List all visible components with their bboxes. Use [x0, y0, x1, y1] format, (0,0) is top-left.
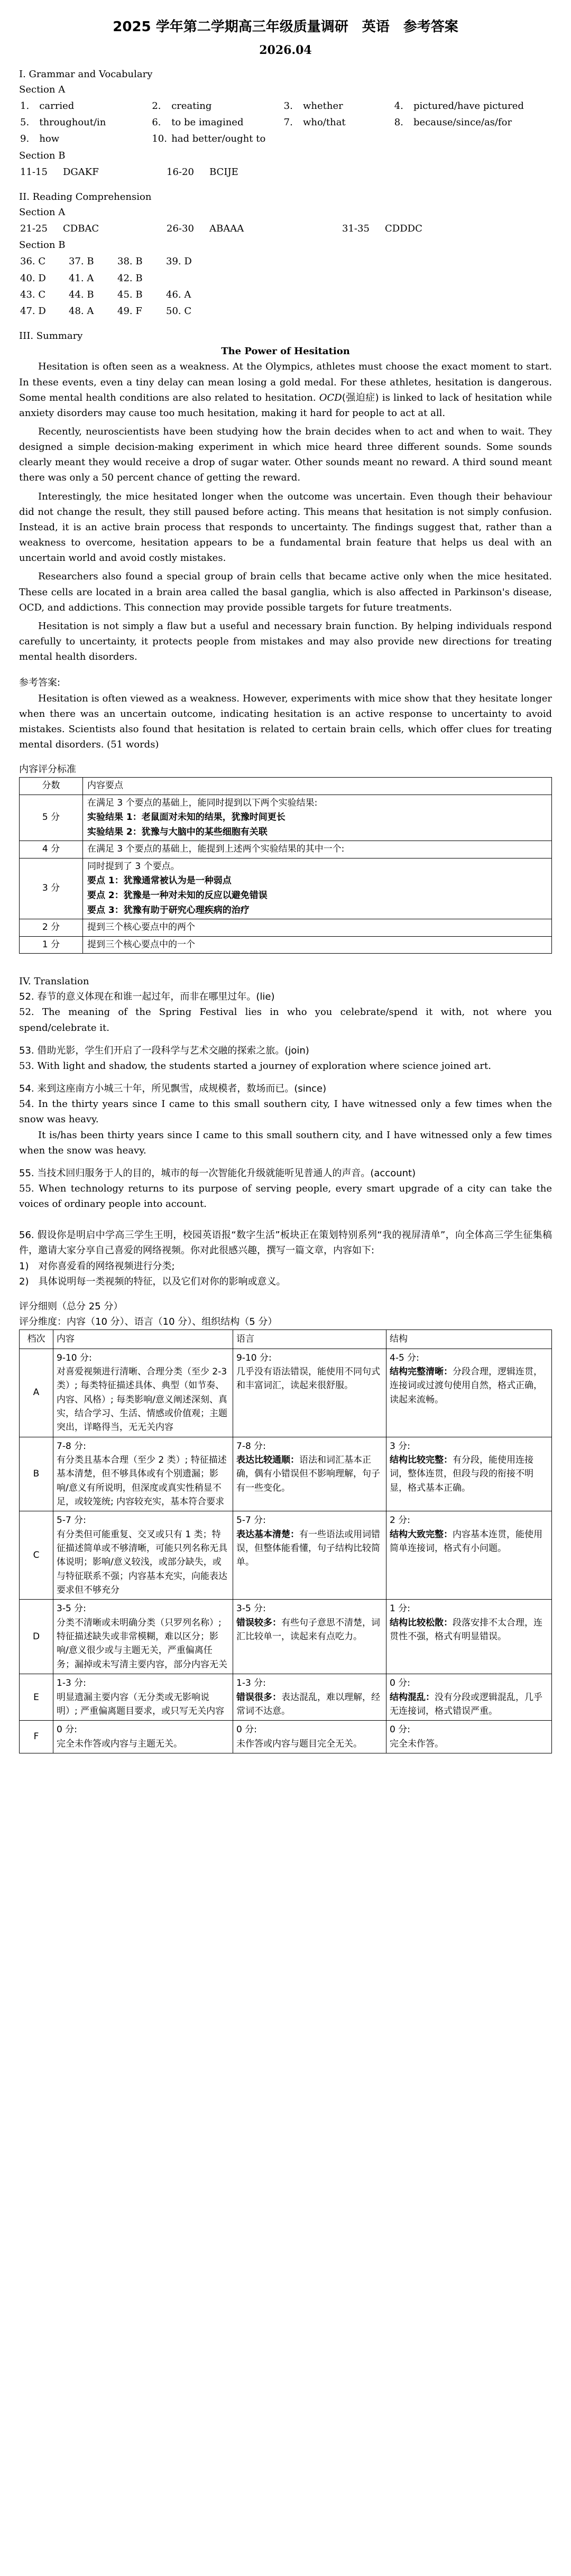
detail-content	[53, 1511, 233, 1600]
subsection-heading: Section A	[19, 84, 66, 95]
detail-text: 3-5 分:	[236, 1603, 266, 1614]
answer-item: 44. B	[69, 289, 94, 300]
detail-text: 0 分:	[390, 1724, 410, 1735]
detail-text: 有分类且基本合理（至少 2 类）; 特征描述基本清楚，但不够具体或有个别遗漏；影响/意义有所说明，但深度或真实性稍显不足，或较笼统; 内容较充实，基本符合要求	[57, 1455, 227, 1508]
answer-item: 46. A	[166, 289, 191, 300]
question-number: 8.	[394, 117, 403, 128]
detail-text: 结构比较松散：	[390, 1617, 453, 1628]
detail-text: 有些句子意思不清楚，词汇比较单一，读起来有点吃力。	[236, 1617, 380, 1642]
detail-content	[53, 1674, 233, 1721]
detail-level: C	[20, 1511, 53, 1600]
section-writing	[19, 1227, 552, 1753]
detail-text: 未作答或内容与题目完全无关。	[236, 1738, 362, 1749]
detail-row	[20, 1349, 552, 1437]
rubric-line: 提到三个核心要点中的一个	[87, 939, 195, 950]
detail-struct	[386, 1511, 552, 1600]
detail-row	[20, 1674, 552, 1721]
grammar-answer-row	[20, 131, 547, 146]
reading-answer-row	[20, 303, 214, 319]
rubric-row	[20, 841, 552, 858]
question-number	[394, 131, 412, 146]
detail-struct	[386, 1600, 552, 1674]
detail-level: F	[20, 1721, 53, 1753]
answer-value	[303, 131, 393, 146]
answer-value: creating	[171, 100, 212, 112]
translation-answer: 53. With light and shadow, the students started a journey of exploration where science joined art.	[19, 1060, 491, 1072]
detail-text: 5-7 分:	[236, 1515, 266, 1526]
detail-text: 1-3 分:	[57, 1678, 86, 1689]
rubric-header-row	[20, 778, 552, 795]
subsection-heading: Section A	[19, 206, 66, 218]
section-heading: I. Grammar and Vocabulary	[19, 68, 153, 80]
detail-text: 错误很多：	[236, 1692, 281, 1703]
answer-value: because/since/as/for	[413, 117, 512, 128]
reading-answer-row	[20, 271, 214, 286]
passage-paragraph: Recently, neuroscientists have been studying how the brain decides when to act and when to wait. They designed a simple decision-making experiment in which mice heard three different sounds. Some sounds clearly meant they would receive a drop of sugar water. Other sounds meant no reward. A third sound meant there was only a 50 percent chance of getting the reward.	[19, 426, 552, 484]
vocabulary-answers-table	[19, 163, 242, 181]
detail-text: 7-8 分:	[236, 1441, 266, 1452]
writing-rubric-table	[19, 1329, 552, 1753]
detail-content	[53, 1349, 233, 1437]
answer-range: 26-30	[167, 223, 194, 235]
detail-text: 1 分:	[390, 1603, 410, 1614]
detail-text: 段落安排不太合理，连贯性不强，格式有明显错误。	[390, 1617, 542, 1642]
grammar-answer-row	[20, 115, 547, 130]
detail-text: 分段合理，逻辑连贯，连接词或过渡句使用自然，格式正确，读起来流畅。	[390, 1366, 542, 1405]
translation-item	[19, 1166, 552, 1212]
rubric-score: 2 分	[20, 919, 83, 937]
passage-title: The Power of Hesitation	[221, 346, 350, 357]
detail-text: 7-8 分:	[57, 1441, 86, 1452]
answer-item: 50. C	[166, 305, 192, 317]
translation-question: 55. 当技术回归服务于人的目的，城市的每一次智能化升级就能听见普通人的声音。(account)	[19, 1167, 416, 1179]
ocd-chinese: (强迫症)	[342, 392, 379, 403]
detail-lang	[233, 1511, 386, 1600]
detail-text: 表达比较通顺：	[236, 1455, 299, 1466]
answer-value: DGAKF	[63, 166, 99, 178]
answer-value: CDBAC	[63, 223, 99, 235]
answer-item: 37. B	[69, 256, 94, 267]
answer-range: 16-20	[167, 166, 194, 178]
subsection-heading: Section B	[19, 150, 66, 161]
rubric-score: 4 分	[20, 841, 83, 858]
rubric-header-content: 内容要点	[83, 778, 552, 795]
detail-header-row	[20, 1330, 552, 1349]
detail-text: 结构混乱：	[390, 1692, 435, 1703]
section-heading: IV. Translation	[19, 976, 89, 987]
detail-text: 表达基本清楚：	[236, 1529, 299, 1540]
detail-text: 分类不清晰或未明确分类（只罗列名称）; 特征描述缺失或非常模糊，难以区分；影响/意义很少或与主题无关，严重偏离任务；漏掉或未写清主要内容，部分内容无关	[57, 1617, 227, 1670]
rubric-line: 在满足 3 个要点的基础上，能提到上述两个实验结果的其中一个:	[87, 844, 345, 855]
answer-item: 47. D	[20, 305, 46, 317]
detail-content	[53, 1721, 233, 1753]
detail-row	[20, 1437, 552, 1511]
detail-text: 表达混乱，难以理解，经常词不达意。	[236, 1692, 380, 1716]
detail-level: E	[20, 1674, 53, 1721]
detail-level: D	[20, 1600, 53, 1674]
detail-struct	[386, 1721, 552, 1753]
question-number: 4.	[394, 100, 403, 112]
detail-struct	[386, 1349, 552, 1437]
section-reading	[19, 189, 552, 320]
answer-value: pictured/have pictured	[413, 100, 524, 112]
detail-content	[53, 1437, 233, 1511]
detail-lang	[233, 1721, 386, 1753]
answer-range: 11-15	[20, 166, 48, 178]
detail-text: 完全未作答。	[390, 1738, 444, 1749]
detail-text: 5-7 分:	[57, 1515, 86, 1526]
detail-lang	[233, 1437, 386, 1511]
reading-b-table	[19, 253, 215, 320]
rubric-content	[83, 841, 552, 858]
rubric-content	[83, 936, 552, 954]
question-number: 3.	[283, 100, 293, 112]
detail-text: 0 分:	[390, 1678, 410, 1689]
detail-text: 3-5 分:	[57, 1603, 86, 1614]
detail-text: 有分类但可能重复、交叉或只有 1 类；特征描述简单或不够清晰，可能只列名称无具体说明；影响/意义较浅，或部分缺失，或与特征联系不强；内容基本充实，向能表达要求但不够充分	[57, 1529, 227, 1596]
translation-answer: 52. The meaning of the Spring Festival lies in who you celebrate/spend it with, not where you spend/celebrate it.	[19, 1007, 552, 1033]
reading-answer-row	[20, 254, 214, 269]
detail-content	[53, 1600, 233, 1674]
answer-item: 39. D	[166, 256, 192, 267]
detail-lang	[233, 1600, 386, 1674]
rubric-score: 1 分	[20, 936, 83, 954]
subsection-heading: Section B	[19, 239, 66, 251]
answer-item: 36. C	[20, 256, 46, 267]
translation-question: 52. 春节的意义体现在和谁一起过年，而非在哪里过年。(lie)	[19, 991, 275, 1003]
answer-value: CDDDC	[385, 223, 422, 235]
rubric-line: 在满足 3 个要点的基础上，能同时提到以下两个实验结果:	[87, 797, 318, 808]
question-number	[284, 131, 302, 146]
answer-item	[166, 271, 214, 286]
detail-text: 语法和词汇基本正确，偶有小错误但不影响理解，句子有一些变化。	[236, 1455, 380, 1493]
detail-header-level: 档次	[20, 1330, 53, 1349]
detail-struct	[386, 1674, 552, 1721]
answer-item: 45. B	[117, 289, 143, 300]
detail-level: A	[20, 1349, 53, 1437]
answer-value: carried	[39, 100, 75, 112]
detail-header-structure: 结构	[386, 1330, 552, 1349]
grammar-answers-table	[19, 97, 548, 147]
detail-lang	[233, 1674, 386, 1721]
answer-item: 40. D	[20, 272, 46, 284]
page-title: 2025 学年第二学期高三年级质量调研 英语 参考答案	[113, 19, 458, 35]
answer-value: had better/ought to	[171, 133, 266, 145]
detail-text: 没有分段或逻辑混乱，几乎无连接词，格式错误严重。	[390, 1692, 542, 1716]
section-translation	[19, 974, 552, 1212]
translation-answer: 55. When technology returns to its purpose of serving people, every smart upgrade of a city can take the voices of ordinary people into account.	[19, 1183, 552, 1210]
reading-a-table	[19, 220, 426, 237]
detail-text: 9-10 分:	[57, 1352, 92, 1363]
answer-range: 31-35	[342, 223, 370, 235]
reading-answer-row	[20, 287, 214, 302]
translation-question: 53. 借助光影，学生们开启了一段科学与艺术交融的探索之旅。(join)	[19, 1045, 309, 1056]
detail-text: 几乎没有语法错误，能使用不同句式和丰富词汇，读起来很舒服。	[236, 1366, 380, 1391]
section-grammar	[19, 67, 552, 181]
answer-item: 42. B	[117, 272, 143, 284]
question-number: 5.	[20, 117, 30, 128]
grammar-answer-row	[20, 98, 547, 114]
answer-value: who/that	[302, 117, 346, 128]
detail-title: 评分细则（总分 25 分）	[19, 1300, 123, 1312]
writing-prompt: 56. 假设你是明启中学高三学生王明，校园英语报“数字生活”板块正在策划特别系列“我的视屏清单”，向全体高三学生征集稿件，邀请大家分享自己喜爱的网络视频。你对此很感兴趣，撰写一篇文章，内容如下:	[19, 1230, 552, 1257]
detail-text: 对喜爱视频进行清晰、合理分类（至少 2-3 类）; 每类特征描述具体、典型（如节奏、内容、风格）; 每类影响/意义阐述深刻、真实，结合学习、生活、情感或价值观；主题突出，详略得当，无无关内容	[57, 1366, 227, 1433]
rubric-score: 3 分	[20, 858, 83, 919]
translation-item	[19, 989, 552, 1035]
writing-point: 1) 对你喜爱看的网络视频进行分类;	[19, 1260, 175, 1272]
detail-lang	[233, 1349, 386, 1437]
rubric-line: 要点 1：犹豫通常被认为是一种弱点	[87, 875, 232, 887]
detail-struct	[386, 1437, 552, 1511]
answer-item: 43. C	[20, 289, 46, 300]
detail-dimensions: 评分维度：内容（10 分）、语言（10 分）、组织结构（5 分）	[19, 1316, 278, 1328]
rubric-content	[83, 858, 552, 919]
rubric-header-score: 分数	[20, 778, 83, 795]
passage-paragraph: Hesitation is not simply a flaw but a useful and necessary brain function. By helping individuals respond carefully to uncertainty, it protects people from mistakes and may also provide new directions for treating mental health disorders.	[19, 620, 552, 663]
rubric-title: 内容评分标准	[19, 764, 76, 775]
detail-header-language: 语言	[233, 1330, 386, 1349]
paragraph-text: is linked to lack of hesitation while anxiety disorders may cause too much hesitation, making it hard for people to act at all.	[19, 392, 552, 419]
passage-paragraph	[19, 359, 552, 421]
writing-point: 2) 具体说明每一类视频的特征，以及它们对你的影响或意义。	[19, 1276, 286, 1287]
detail-text: 错误较多：	[236, 1617, 281, 1628]
question-number: 7.	[283, 117, 293, 128]
detail-text: 9-10 分:	[236, 1352, 272, 1363]
reference-answer: Hesitation is often viewed as a weakness. However, experiments with mice show that they hesitate longer when there was an uncertain outcome, indicating hesitation is an active response to uncertainty to avoid mistakes. Scientists also found that hesitation is related to certain brain cells, which offer clues for treating mental disorders. (51 words)	[19, 693, 552, 750]
rubric-line: 要点 3：犹豫有助于研究心理疾病的治疗	[87, 904, 250, 916]
rubric-row	[20, 919, 552, 937]
detail-row	[20, 1600, 552, 1674]
question-number: 6.	[152, 117, 161, 128]
answer-value: ABAAA	[209, 223, 244, 235]
ocd-term: OCD	[319, 392, 342, 403]
detail-text: 完全未作答或内容与主题无关。	[57, 1738, 182, 1749]
detail-row	[20, 1511, 552, 1600]
translation-answer: 54. In the thirty years since I came to this small southern city, I have witnessed only a few times when the snow was heavy.	[19, 1098, 552, 1125]
reference-label: 参考答案:	[19, 677, 61, 689]
question-number: 2.	[152, 100, 161, 112]
rubric-row	[20, 795, 552, 841]
detail-text: 有一些语法或用词错误，但整体能看懂，句子结构比较简单。	[236, 1529, 380, 1568]
rubric-content	[83, 919, 552, 937]
detail-text: 结构比较完整：	[390, 1455, 453, 1466]
detail-text: 1-3 分:	[236, 1678, 266, 1689]
answer-value	[413, 131, 547, 146]
section-summary	[19, 328, 552, 954]
detail-level: B	[20, 1437, 53, 1511]
rubric-line: 要点 2：犹豫是一种对未知的反应以避免错误	[87, 890, 268, 901]
rubric-content	[83, 795, 552, 841]
detail-text: 0 分:	[236, 1724, 257, 1735]
question-number: 1.	[20, 100, 30, 112]
answer-value: throughout/in	[39, 117, 106, 128]
detail-header-content: 内容	[53, 1330, 233, 1349]
rubric-row	[20, 858, 552, 919]
question-number: 9.	[20, 133, 30, 145]
section-heading: III. Summary	[19, 330, 83, 342]
translation-answer: It is/has been thirty years since I came to this small southern city, and I have witnessed only a few times when the snow was heavy.	[19, 1129, 552, 1156]
answer-item: 48. A	[69, 305, 94, 317]
detail-text: 有分段，能使用连接词，整体连贯，但段与段的衔接不明显，格式基本正确。	[390, 1455, 533, 1493]
detail-text: 0 分:	[57, 1724, 77, 1735]
rubric-line: 同时提到了 3 个要点。	[87, 861, 180, 872]
detail-text: 结构大致完整：	[390, 1529, 453, 1540]
question-number: 10.	[152, 133, 167, 145]
answer-value: how	[39, 133, 60, 145]
detail-text: 内容基本连贯，能使用简单连接词，格式有小问题。	[390, 1529, 542, 1554]
section-heading: II. Reading Comprehension	[19, 191, 152, 202]
translation-item	[19, 1043, 552, 1074]
detail-text: 4-5 分:	[390, 1352, 419, 1363]
answer-item: 41. A	[69, 272, 94, 284]
answer-value: whether	[302, 100, 343, 112]
detail-text: 明显遗漏主要内容（无分类或无影响说明）; 严重偏离题目要求，或只写无关内容	[57, 1692, 225, 1716]
detail-text: 2 分:	[390, 1515, 410, 1526]
rubric-line: 实验结果 1：老鼠面对未知的结果，犹豫时间更长	[87, 812, 286, 823]
answer-value: BCIJE	[209, 166, 238, 178]
paragraph-text: Hesitation is often seen as a weakness. At the Olympics, athletes must choose the exact moment to start. In these events, even a tiny delay can mean losing a gold medal. For these athletes, hesitation is dangerous. Some mental health conditions are also related to hesitation.	[19, 361, 552, 403]
passage-paragraph: Interestingly, the mice hesitated longer when the outcome was uncertain. Even though their behaviour did not change the result, they still paused before acting. This means that hesitation is not simply confusion. Instead, it is an active brain process that responds to uncertainty. The findings suggest that, rather than a weakness to overcome, hesitation appears to be a fundamental brain feature that helps us deal with an uncertain world and avoid costly mistakes.	[19, 491, 552, 564]
answer-item: 49. F	[117, 305, 142, 317]
detail-text: 结构完整清晰：	[390, 1366, 453, 1377]
rubric-score: 5 分	[20, 795, 83, 841]
detail-row	[20, 1721, 552, 1753]
page-date: 2026.04	[259, 43, 312, 58]
answer-item: 38. B	[117, 256, 143, 267]
summary-rubric-table	[19, 777, 552, 954]
answer-value: to be imagined	[171, 117, 244, 128]
rubric-line: 实验结果 2：犹豫与大脑中的某些细胞有关联	[87, 826, 268, 837]
translation-item	[19, 1081, 552, 1158]
answer-range: 21-25	[20, 223, 48, 235]
rubric-row	[20, 936, 552, 954]
translation-question: 54. 来到这座南方小城三十年，所见飘雪，成规模者，数场而已。(since)	[19, 1083, 327, 1095]
rubric-line: 提到三个核心要点中的两个	[87, 922, 195, 933]
passage-paragraph: Researchers also found a special group of brain cells that became active only when the mice hesitated. These cells are located in a brain area called the basal ganglia, which is also affected in Parkinson's disease, OCD, and addictions. This connection may provide possible targets for future treatments.	[19, 571, 552, 613]
detail-text: 3 分:	[390, 1441, 410, 1452]
